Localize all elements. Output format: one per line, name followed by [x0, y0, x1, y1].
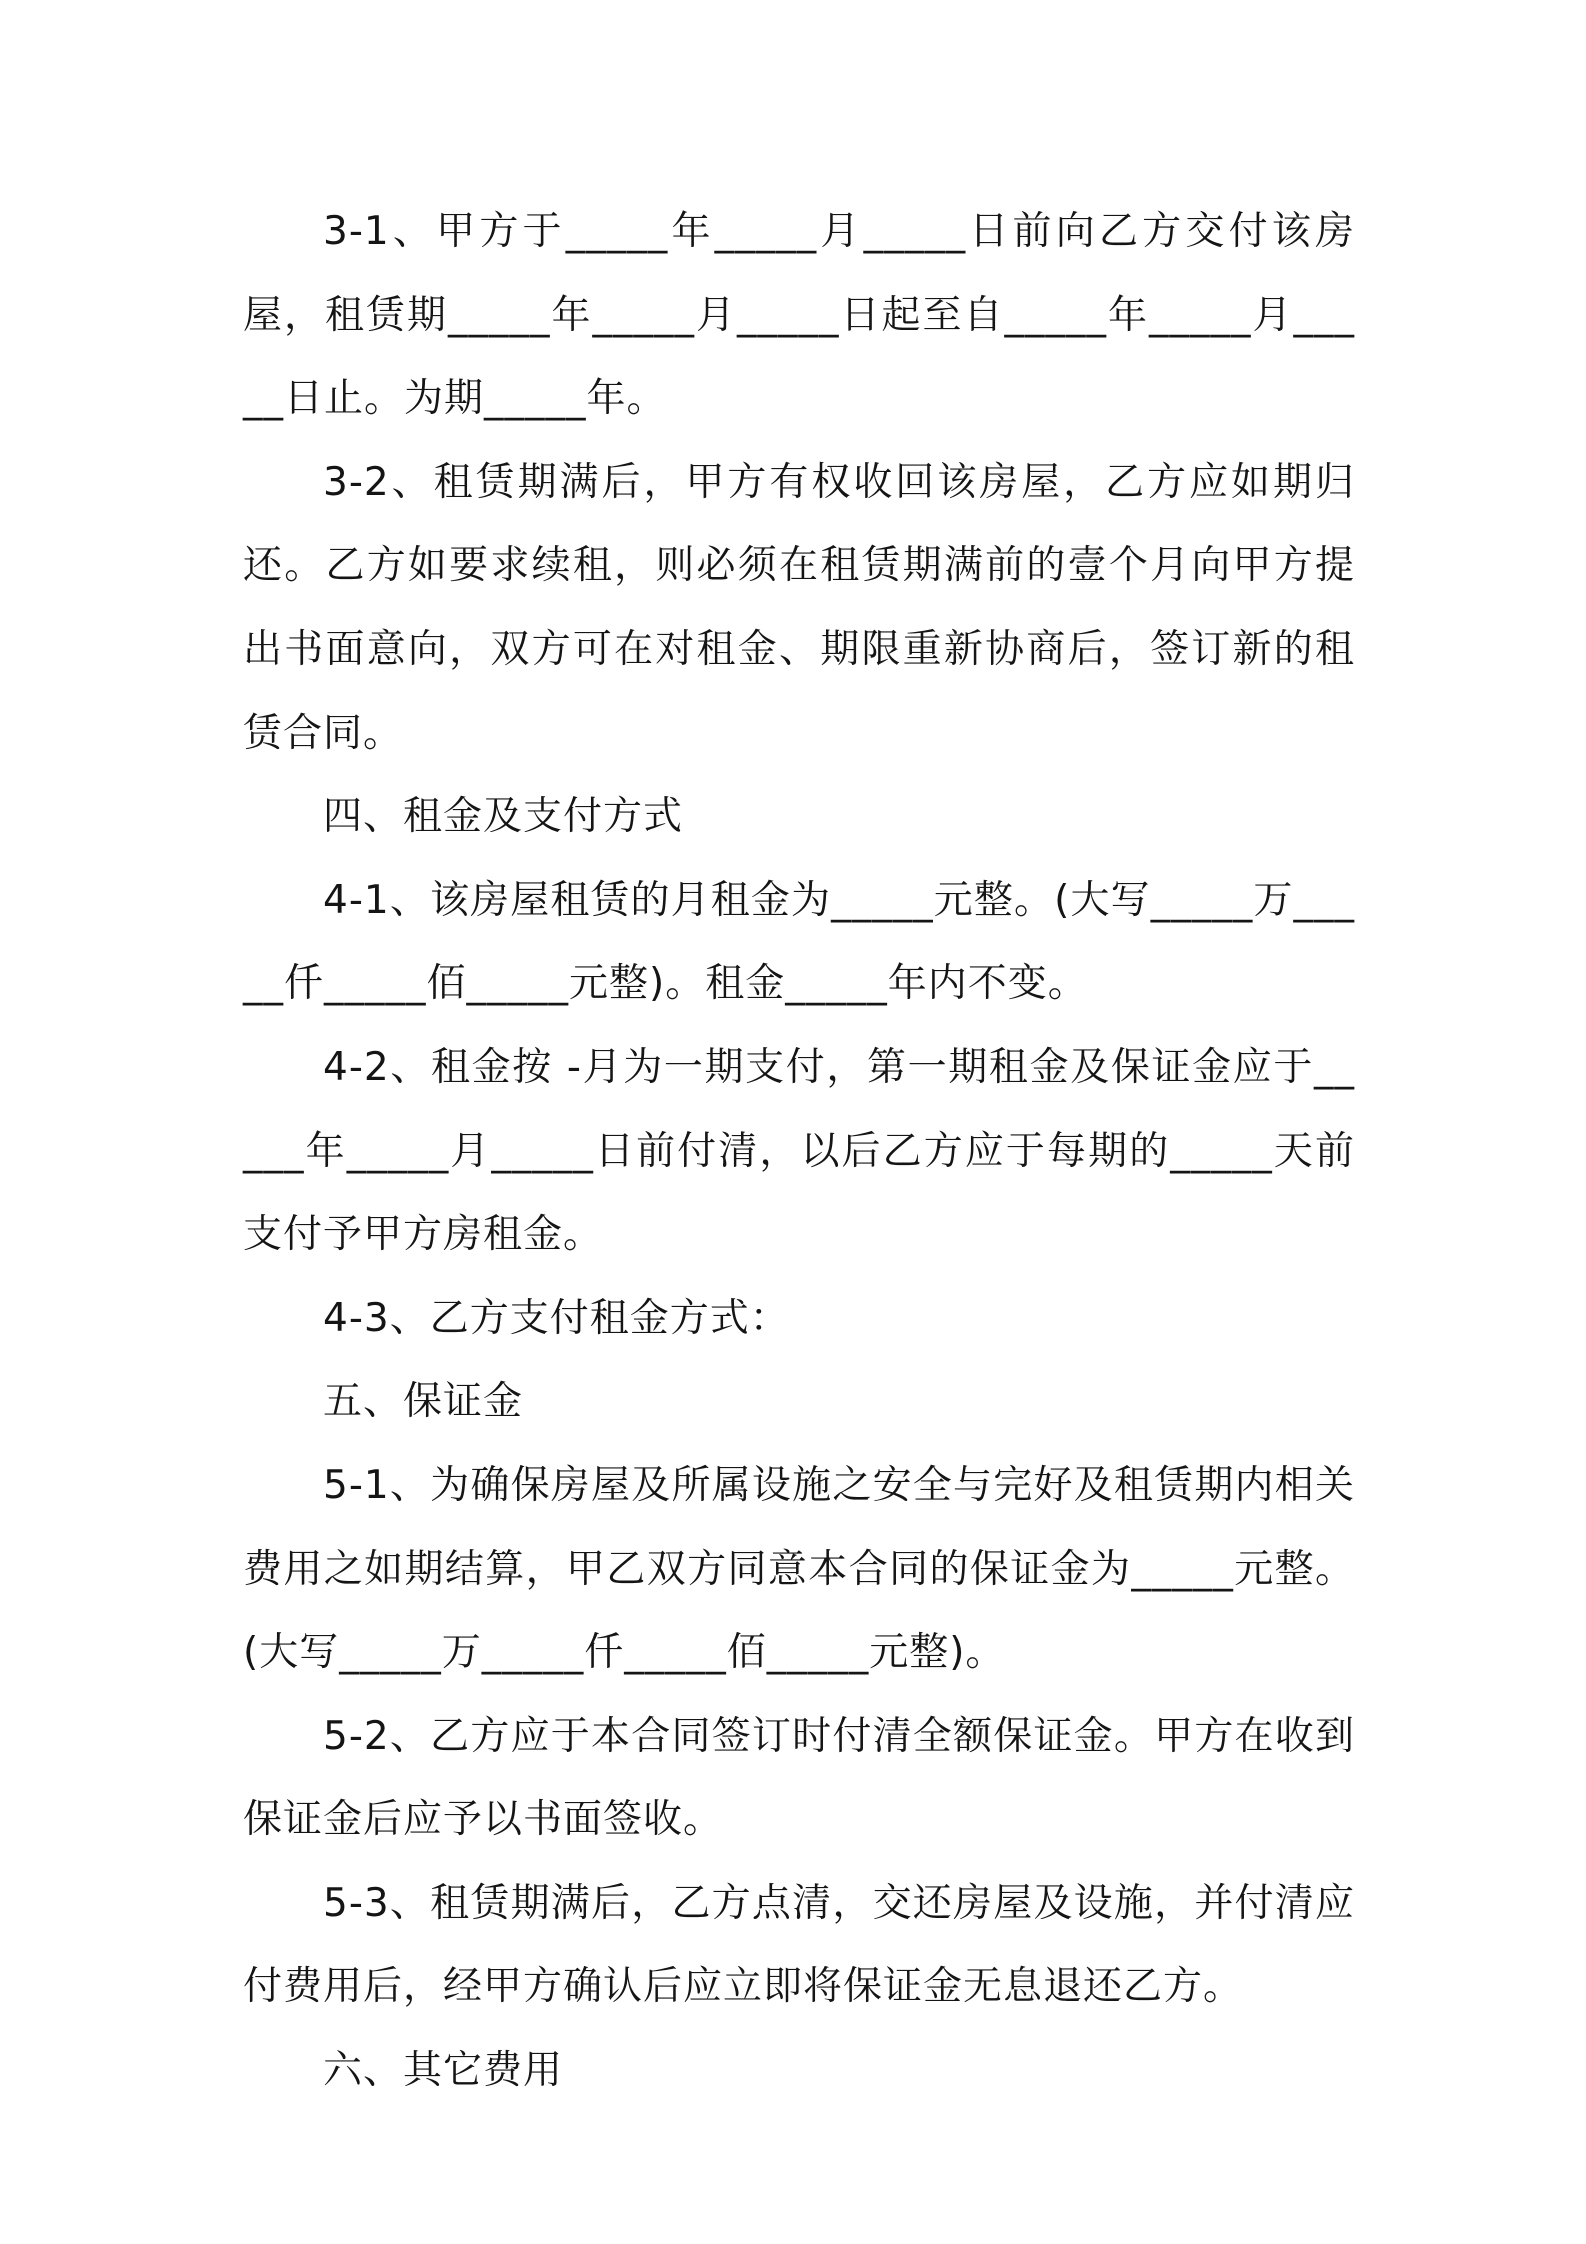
clause-5-2: 5-2、乙方应于本合同签订时付清全额保证金。甲方在收到保证金后应予以书面签收。	[243, 1713, 1355, 1843]
clause-3-2: 3-2、租赁期满后，甲方有权收回该房屋，乙方应如期归还。乙方如要求续租，则必须在租赁期满前的壹个月向甲方提出书面意向，双方可在对租金、期限重新协商后，签订新的租赁合同。	[243, 459, 1355, 756]
clause-4-2: 4-2、租金按 -月为一期支付，第一期租金及保证金应于_____年_____月_____日前付清，以后乙方应于每期的_____天前支付予甲方房租金。	[243, 1044, 1355, 1258]
clause-5-3: 5-3、租赁期满后，乙方点清，交还房屋及设施，并付清应付费用后，经甲方确认后应立即将保证金无息退还乙方。	[243, 1880, 1355, 2010]
section-4-heading: 四、租金及支付方式	[323, 794, 684, 840]
clause-4-1: 4-1、该房屋租赁的月租金为_____元整。(大写_____万_____仟_____佰_____元整)。租金_____年内不变。	[243, 877, 1355, 1007]
clause-5-1: 5-1、为确保房屋及所属设施之安全与完好及租赁期内相关费用之如期结算，甲乙双方同意本合同的保证金为_____元整。(大写_____万_____仟_____佰_____元整)。	[243, 1462, 1355, 1676]
section-5-heading: 五、保证金	[323, 1379, 524, 1425]
section-6-heading: 六、其它费用	[323, 2048, 564, 2094]
clause-4-3: 4-3、乙方支付租金方式：	[323, 1295, 790, 1341]
contract-body	[243, 190, 1355, 2113]
clause-3-1: 3-1、甲方于_____年_____月_____日前向乙方交付该房屋，租赁期_____年_____月_____日起至自_____年_____月_____日止。为期_____年。	[243, 209, 1355, 422]
